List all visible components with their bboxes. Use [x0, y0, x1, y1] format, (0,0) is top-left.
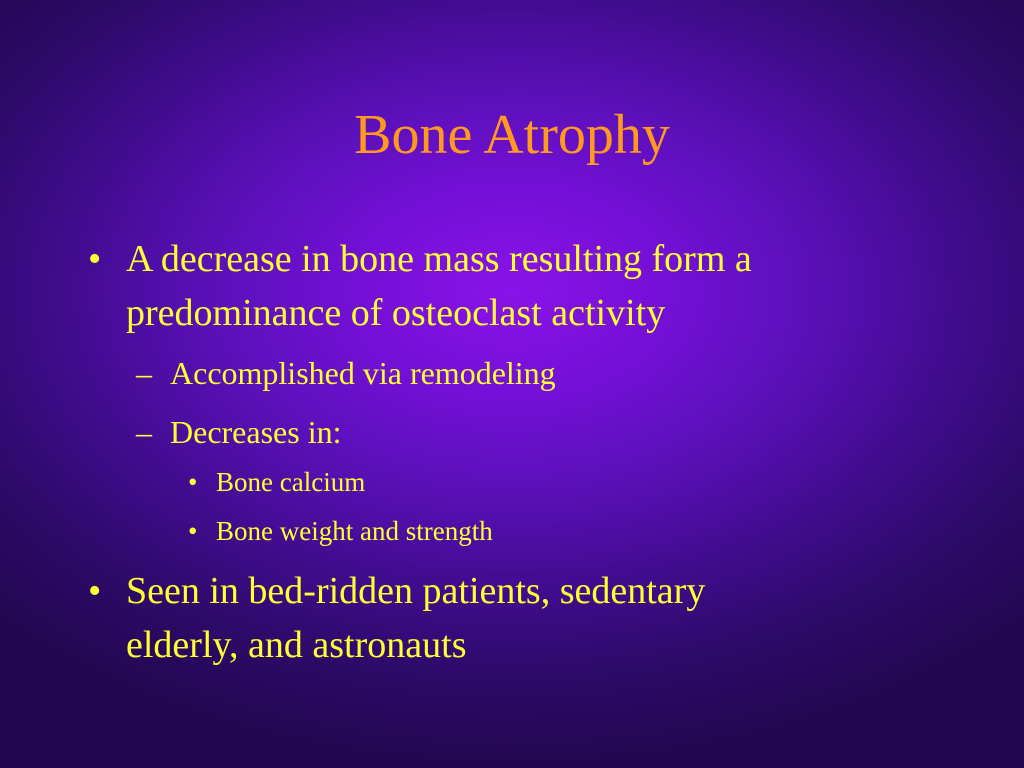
sub-sub-bullet-text: Bone calcium: [216, 467, 366, 497]
bullet-text: [126, 564, 705, 672]
sub-sub-bullet-text: Bone weight and strength: [216, 516, 493, 546]
bullet-marker: •: [88, 238, 102, 280]
sub-bullet-text: Decreases in:: [170, 414, 342, 450]
bullet-line: A decrease in bone mass resulting form a: [126, 238, 752, 280]
bullet-marker: •: [88, 570, 102, 612]
bullet-line: predominance of osteoclast activity: [126, 292, 666, 334]
bullet-line: Seen in bed-ridden patients, sedentary: [126, 570, 706, 612]
bullet-text: [126, 232, 752, 340]
slide-title: Bone Atrophy: [354, 104, 670, 166]
bullet-marker: •: [188, 516, 198, 546]
bullet-line: elderly, and astronauts: [126, 624, 467, 666]
dash-marker: –: [136, 414, 152, 450]
sub-bullet-text: Accomplished via remodeling: [170, 355, 556, 391]
bullet-marker: •: [188, 467, 198, 497]
dash-marker: –: [136, 355, 152, 391]
